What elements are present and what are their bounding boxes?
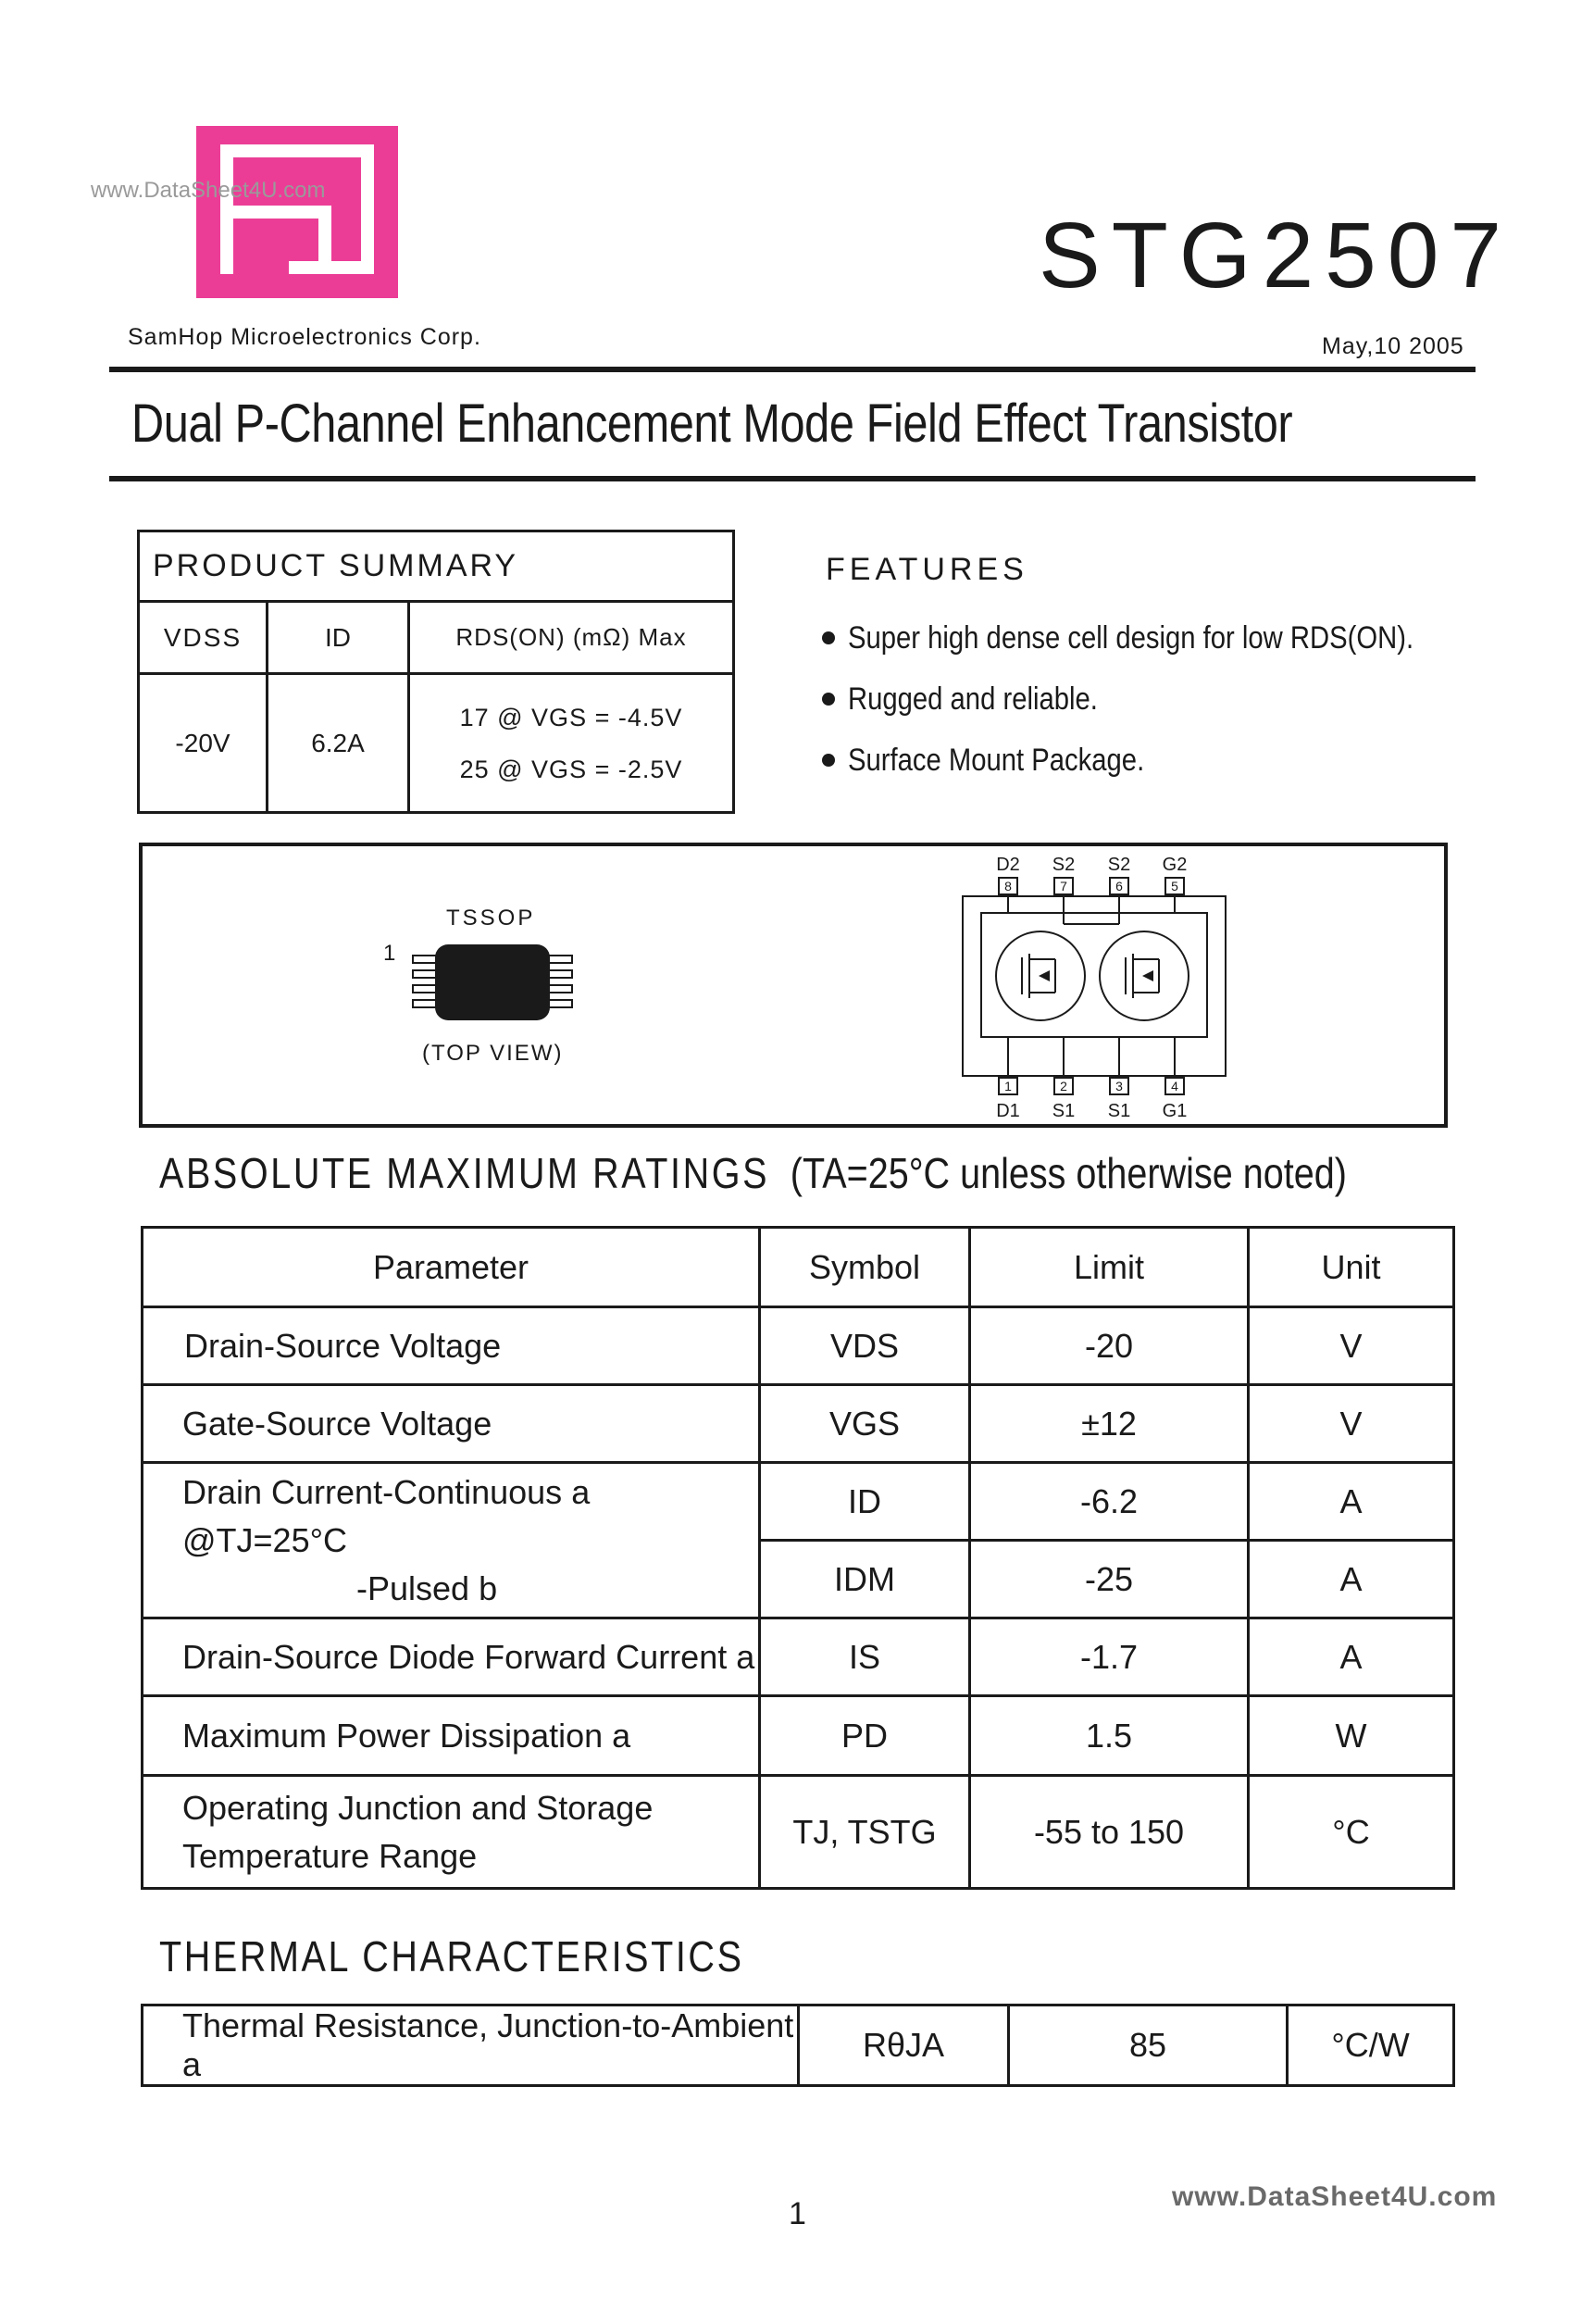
feature-text: Rugged and reliable. [848,681,1098,717]
param-cell: Drain-Source Voltage [143,1307,760,1385]
pin-label-bottom: S1 [1052,1101,1076,1121]
amr-heading-row [159,1148,1347,1198]
symbol-cell: IDM [760,1541,970,1618]
pin-label-bottom: S1 [1107,1101,1131,1121]
feature-item [822,668,1506,730]
feature-text: Super high dense cell design for low RDS(ON). [848,619,1414,656]
table-row [143,2005,1454,2086]
pin-label-top: S2 [1107,855,1131,875]
unit-cell: °C/W [1288,2005,1454,2086]
param-cell: Thermal Resistance, Junction-to-Ambient a [143,2005,799,2086]
table-row [143,1696,1454,1776]
unit-cell: W [1249,1696,1454,1776]
col-id: ID [268,602,409,674]
features-heading: FEATURES [826,552,1028,587]
limit-cell: -20 [970,1307,1249,1385]
table-row [143,1776,1454,1889]
samhop-logo-icon [196,126,398,298]
tssop-chip-icon [409,941,576,1024]
table-header-row [143,1228,1454,1307]
part-number: STG2507 [1039,204,1513,307]
unit-cell: V [1249,1307,1454,1385]
param-cell: Gate-Source Voltage [143,1385,760,1463]
package-view: (TOP VIEW) [422,1041,564,1066]
bullet-icon [822,693,835,706]
watermark-top: www.DataSheet4U.com [91,178,326,203]
limit-cell: 1.5 [970,1696,1249,1776]
pin-num-top: 8 [1004,879,1012,893]
bullet-icon [822,631,835,644]
package-box [139,843,1448,1128]
limit-cell: 85 [1009,2005,1288,2086]
table-row [143,1463,1454,1541]
col-rds: RDS(ON) (mΩ) Max [409,602,734,674]
doc-date: May,10 2005 [1322,333,1464,359]
package-name: TSSOP [446,906,536,931]
unit-cell: A [1249,1463,1454,1541]
limit-cell: -55 to 150 [970,1776,1249,1889]
amr-heading: ABSOLUTE MAXIMUM RATINGS [159,1149,770,1197]
header-symbol: Symbol [760,1228,970,1307]
limit-cell: -25 [970,1541,1249,1618]
param-line: Operating Junction and Storage [182,1788,654,1827]
symbol-cell: PD [760,1696,970,1776]
features-list [822,607,1506,791]
pin-num-top: 7 [1060,879,1067,893]
limit-cell: ±12 [970,1385,1249,1463]
table-row [143,1307,1454,1385]
amr-condition: (TA=25°C unless otherwise noted) [790,1149,1347,1197]
bullet-icon [822,754,835,767]
pin-label-top: D2 [996,855,1020,875]
param-cell: Drain-Source Diode Forward Current a [143,1618,760,1696]
table-row [143,1618,1454,1696]
limit-cell: -6.2 [970,1463,1249,1541]
product-summary-table [137,530,735,814]
unit-cell: V [1249,1385,1454,1463]
company-name: SamHop Microelectronics Corp. [128,324,481,350]
pinout-schematic [959,846,1237,1126]
pin-label-bottom: D1 [996,1101,1020,1121]
feature-item [822,730,1506,791]
rds-values [409,674,734,813]
param-cell: Maximum Power Dissipation a [143,1696,760,1776]
param-line: -Pulsed b [356,1568,498,1607]
company-logo [196,126,398,298]
symbol-cell: ID [760,1463,970,1541]
rds-value-1: 17 @ VGS = -4.5V [459,703,683,731]
thermal-heading: THERMAL CHARACTERISTICS [159,1932,744,1980]
watermark-footer: www.DataSheet4U.com [1172,2181,1498,2212]
unit-cell: A [1249,1618,1454,1696]
param-cell-temperature [143,1776,760,1889]
header-unit: Unit [1249,1228,1454,1307]
id-value: 6.2A [268,674,409,813]
header-parameter: Parameter [143,1228,760,1307]
unit-cell: A [1249,1541,1454,1618]
header-rule-top [109,367,1476,372]
pin-label-top: G2 [1162,855,1188,875]
pin-num-top: 6 [1115,879,1123,893]
thermal-table [141,2004,1455,2087]
symbol-cell: VGS [760,1385,970,1463]
unit-cell: °C [1249,1776,1454,1889]
pin-num-top: 5 [1171,879,1178,893]
header-limit: Limit [970,1228,1249,1307]
pin1-marker: 1 [383,941,396,966]
symbol-cell: TJ, TSTG [760,1776,970,1889]
pin-label-top: S2 [1052,855,1076,875]
pin-num-bottom: 1 [1004,1079,1012,1093]
rds-value-2: 25 @ VGS = -2.5V [459,755,683,783]
symbol-cell: VDS [760,1307,970,1385]
page-title: Dual P-Channel Enhancement Mode Field Effect Transistor [131,394,1293,454]
col-vdss: VDSS [139,602,268,674]
feature-text: Surface Mount Package. [848,742,1145,778]
pin-num-bottom: 4 [1171,1079,1178,1093]
limit-cell: -1.7 [970,1618,1249,1696]
pin-num-bottom: 2 [1060,1079,1067,1093]
symbol-cell: RθJA [799,2005,1009,2086]
dual-mosfet-schematic-icon [959,846,1237,1126]
header-rule-bottom [109,476,1476,481]
feature-item [822,607,1506,668]
pin-num-bottom: 3 [1115,1079,1123,1093]
amr-table [141,1226,1455,1890]
param-line: Drain Current-Continuous a @TJ=25°C [182,1472,591,1559]
pin-label-bottom: G1 [1162,1101,1188,1121]
param-cell-drain-current [143,1463,760,1618]
symbol-cell: IS [760,1618,970,1696]
product-summary-heading: PRODUCT SUMMARY [139,531,734,602]
vdss-value: -20V [139,674,268,813]
param-line: Temperature Range [182,1836,478,1875]
page-number: 1 [789,2196,806,2231]
table-row [143,1385,1454,1463]
